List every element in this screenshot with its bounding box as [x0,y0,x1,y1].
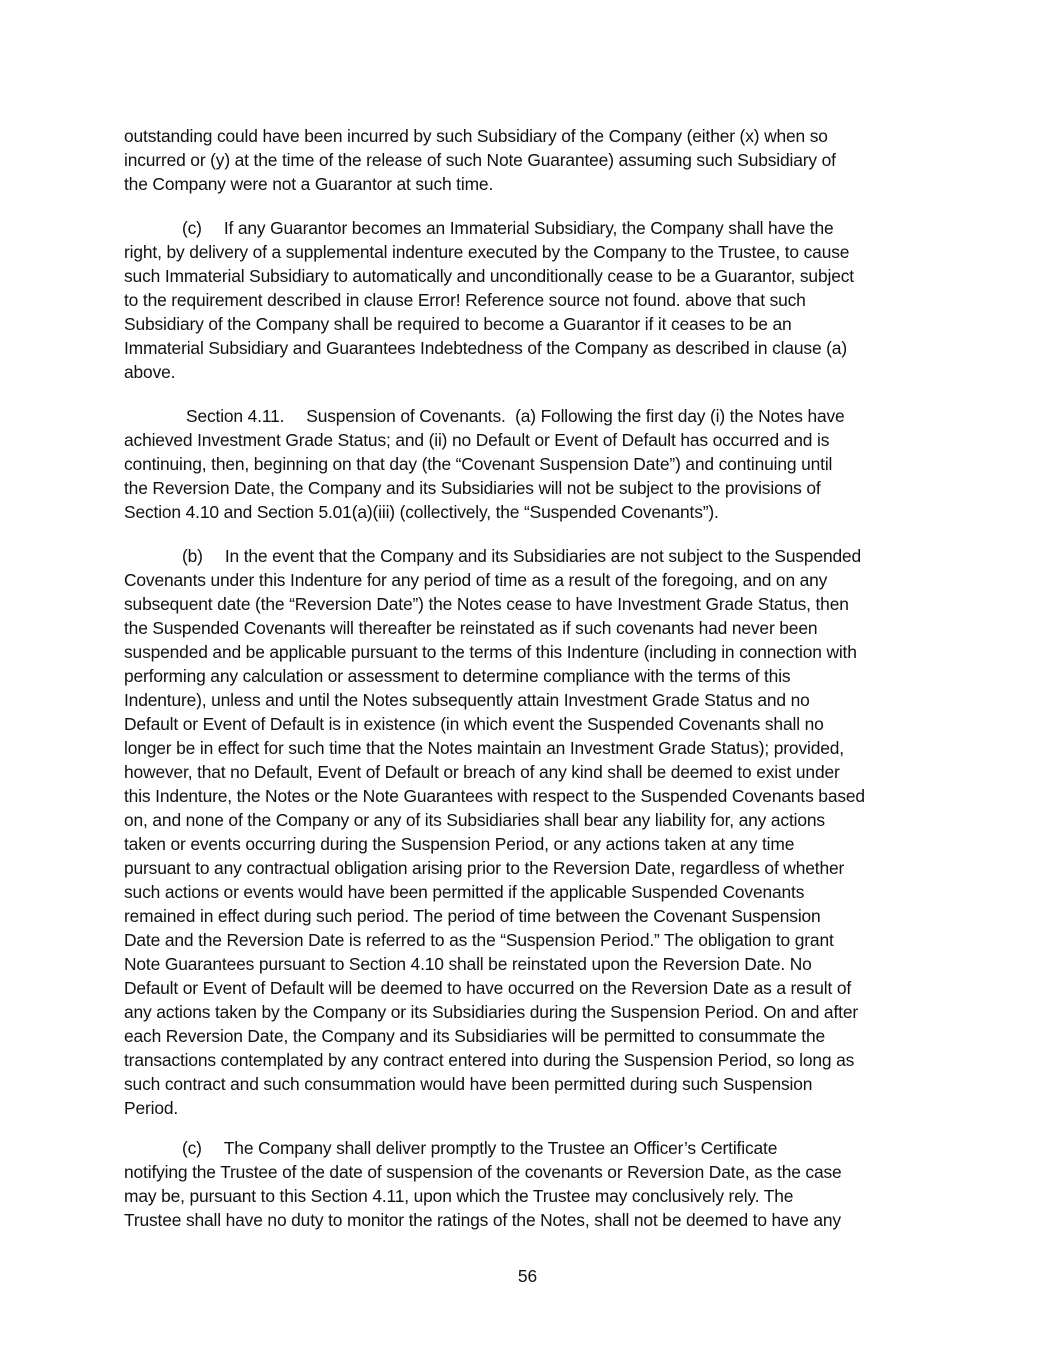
text-line: Note Guarantees pursuant to Section 4.10 shall be reinstated upon the Reversion Date. No [124,954,812,974]
text-line: Period. [124,1098,179,1118]
text-line: taken or events occurring during the Suspension Period, or any actions taken at any time [124,834,795,854]
text-line: incurred or (y) at the time of the release of such Note Guarantee) assuming such Subsidiary of [124,150,836,170]
text-line: Default or Event of Default will be deemed to have occurred on the Reversion Date as a result of [124,978,852,998]
paragraph-c-immaterial-subsidiary [124,216,934,384]
text-line: Subsidiary of the Company shall be required to become a Guarantor if it ceases to be an [124,314,792,334]
text-line: performing any calculation or assessment to determine compliance with the terms of this [124,666,791,686]
text-line: Section 4.10 and Section 5.01(a)(iii) (collectively, the “Suspended Covenants”). [124,502,719,522]
page-number: 56 [517,1266,538,1286]
text-line: If any Guarantor becomes an Immaterial Subsidiary, the Company shall have the [223,218,834,238]
text-line: the Reversion Date, the Company and its Subsidiaries will not be subject to the provisions of [124,478,821,498]
text-line: Covenants under this Indenture for any period of time as a result of the foregoing, and on any [124,570,828,590]
text-line: transactions contemplated by any contract entered into during the Suspension Period, so long as [124,1050,855,1070]
section-4-11-paragraph [124,404,934,524]
text-line: may be, pursuant to this Section 4.11, upon which the Trustee may conclusively rely. The [124,1186,794,1206]
text-line: to the requirement described in clause Error! Reference source not found. above that such [124,290,806,310]
clause-label: (c) [182,218,202,238]
text-line: this Indenture, the Notes or the Note Guarantees with respect to the Suspended Covenants based [124,786,865,806]
text-line: achieved Investment Grade Status; and (ii) no Default or Event of Default has occurred and is [124,430,830,450]
text-line: outstanding could have been incurred by such Subsidiary of the Company (either (x) when so [124,126,828,146]
text-line: such actions or events would have been permitted if the applicable Suspended Covenants [124,882,805,902]
text-line: continuing, then, beginning on that day (the “Covenant Suspension Date”) and continuing until [124,454,833,474]
text-line: however, that no Default, Event of Default or breach of any kind shall be deemed to exist under [124,762,840,782]
text-line: longer be in effect for such time that the Notes maintain an Investment Grade Status); provided, [124,738,844,758]
section-number: Section 4.11. [186,406,285,426]
text-line: Immaterial Subsidiary and Guarantees Indebtedness of the Company as described in clause (a) [124,338,847,358]
paragraph-b-reversion [124,544,934,1120]
text-line: notifying the Trustee of the date of suspension of the covenants or Reversion Date, as the case [124,1162,842,1182]
clause-label: (b) [182,546,203,566]
text-line: any actions taken by the Company or its Subsidiaries during the Suspension Period. On and after [124,1002,858,1022]
text-line: subsequent date (the “Reversion Date”) the Notes cease to have Investment Grade Status, then [124,594,849,614]
text-line: suspended and be applicable pursuant to the terms of this Indenture (including in connection with [124,642,857,662]
clause-label: (c) [182,1138,202,1158]
text-line: right, by delivery of a supplemental indenture executed by the Company to the Trustee, to cause [124,242,850,262]
text-line: the Suspended Covenants will thereafter be reinstated as if such covenants had never been [124,618,818,638]
text-line: In the event that the Company and its Subsidiaries are not subject to the Suspended [224,546,862,566]
text-line: above. [124,362,176,382]
text-line: pursuant to any contractual obligation arising prior to the Reversion Date, regardless of whether [124,858,845,878]
text-line: such contract and such consummation would have been permitted during such Suspension [124,1074,813,1094]
text-line: remained in effect during such period. The period of time between the Covenant Suspension [124,906,821,926]
section-heading: Suspension of Covenants. [306,406,506,426]
text-line: Trustee shall have no duty to monitor the ratings of the Notes, shall not be deemed to have any [124,1210,841,1230]
text-line: the Company were not a Guarantor at such time. [124,174,494,194]
text-line: each Reversion Date, the Company and its Subsidiaries will be permitted to consummate the [124,1026,825,1046]
paragraph-continuation [124,124,934,196]
paragraph-c-officers-certificate [124,1136,934,1232]
text-line: Indenture), unless and until the Notes subsequently attain Investment Grade Status and no [124,690,810,710]
text-line: Default or Event of Default is in existence (in which event the Suspended Covenants shall no [124,714,824,734]
text-line: such Immaterial Subsidiary to automatically and unconditionally cease to be a Guarantor, subject [124,266,854,286]
text-line: (a) Following the first day (i) the Notes have [515,406,845,426]
text-line: The Company shall deliver promptly to the Trustee an Officer’s Certificate [223,1138,778,1158]
text-line: Date and the Reversion Date is referred to as the “Suspension Period.” The obligation to grant [124,930,834,950]
text-line: on, and none of the Company or any of its Subsidiaries shall bear any liability for, any actions [124,810,825,830]
